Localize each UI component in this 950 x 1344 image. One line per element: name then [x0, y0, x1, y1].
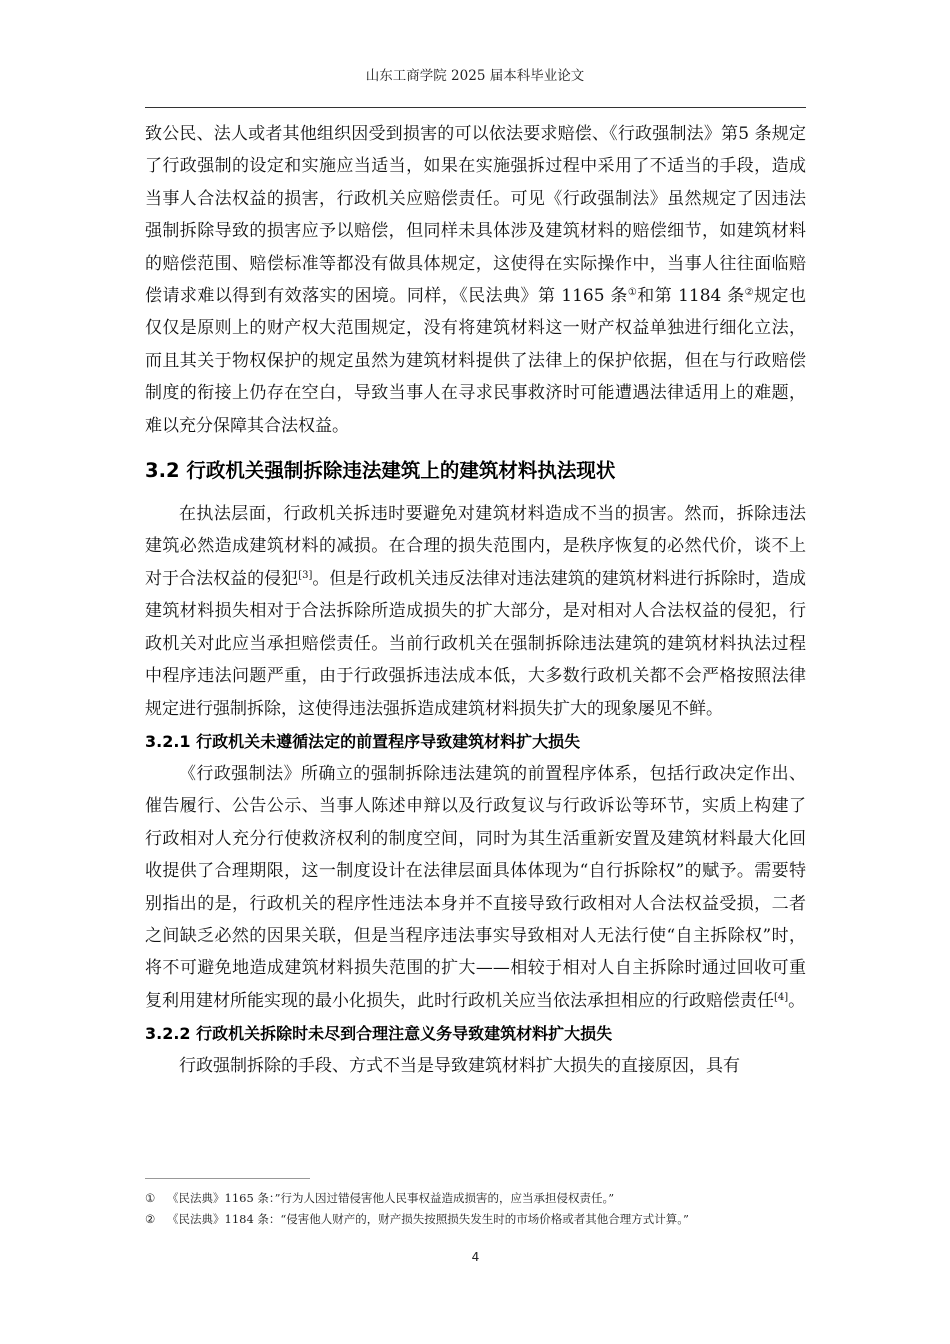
footnote-marker-2[interactable]: ②	[744, 287, 755, 299]
paragraph-text: 行政强制拆除的手段、方式不当是导致建筑材料扩大损失的直接原因，具有	[179, 1056, 740, 1077]
paragraph-text: 致公民、法人或者其他组织因受到损害的可以依法要求赔偿、《行政强制法》第5 条规定了行政强制的设定和实施应当适当，如果在实施强拆过程中采用了不适当的手段，造成当事人合法权益的损害，行政机关应赔偿责任。可见《行政强制法》虽然规定了因违法强制拆除导致的损害应予以赔偿，但同样未具体涉及建筑材料的赔偿细节，如建筑材料的赔偿范围、赔偿标准等都没有做具体规定，这使得在实际操作中，当事人往往面临赔偿请求难以得到有效落实的困境。同样，《民法典》第 1165 条	[145, 124, 806, 307]
citation-3[interactable]: [3]	[298, 569, 313, 581]
header-rule	[145, 107, 806, 108]
footnote-rule	[145, 1178, 310, 1179]
paragraph-text: 。	[788, 990, 806, 1011]
subsection-heading-3-2-2: 3.2.2 行政机关拆除时未尽到合理注意义务导致建筑材料扩大损失	[145, 1024, 613, 1044]
footnote-text: 《民法典》1165 条：”行为人因过错侵害他人民事权益造成损害的，应当承担侵权责任。”	[167, 1191, 615, 1205]
paragraph-text: 和第 1184 条	[637, 286, 745, 307]
section-heading-3-2: 3.2 行政机关强制拆除违法建筑上的建筑材料执法现状	[145, 459, 616, 483]
paragraph-text: 规定也仅仅是原则上的财产权大范围规定，没有将建筑材料这一财产权益单独进行细化立法，而且其关于物权保护的规定虽然为建筑材料提供了法律上的保护依据，但在与行政赔偿制度的衔接上仍存在空白，导致当事人在寻求民事救济时可能遭遇法律适用上的难题，难以充分保障其合法权益。	[145, 286, 806, 436]
footnote-2	[145, 1209, 815, 1230]
paragraph-duty-of-care	[145, 1050, 806, 1082]
paragraph-procedure	[145, 758, 806, 1017]
paragraph-continued	[145, 118, 806, 442]
paragraph-text: 《行政强制法》所确立的强制拆除违法建筑的前置程序体系，包括行政决定作出、催告履行、公告公示、当事人陈述申辩以及行政复议与行政诉讼等环节，实质上构建了行政相对人充分行使救济权利的制度空间，同时为其生活重新安置及建筑材料最大化回收提供了合理期限，这一制度设计在法律层面具体体现为“自行拆除权”的赋予。需要特别指出的是，行政机关的程序性违法本身并不直接导致行政相对人合法权益受损，二者之间缺乏必然的因果关联，但是当程序违法事实导致相对人无法行使“自主拆除权”时，将不可避免地造成建筑材料损失范围的扩大——相较于相对人自主拆除时通过回收可重复利用建材所能实现的最小化损失，此时行政机关应当依法承担相应的行政赔偿责任	[145, 763, 806, 1011]
paragraph-text: 在执法层面，行政机关拆违时要避免对建筑材料造成不当的损害。然而，拆除违法建筑必然造成建筑材料的减损。在合理的损失范围内，是秩序恢复的必然代价，谈不上对于合法权益的侵犯	[145, 504, 806, 589]
subsection-heading-3-2-1: 3.2.1 行政机关未遵循法定的前置程序导致建筑材料扩大损失	[145, 731, 581, 751]
running-header: 山东工商学院 2025 届本科毕业论文	[365, 68, 585, 84]
page-number: 4	[471, 1250, 480, 1264]
footnote-marker-1[interactable]: ①	[627, 287, 638, 299]
footnote-mark: ②	[145, 1212, 156, 1226]
citation-4[interactable]: [4]	[774, 991, 789, 1003]
footnote-text: 《民法典》1184 条：“侵害他人财产的，财产损失按照损失发生时的市场价格或者其他合理方式计算。”	[167, 1212, 689, 1226]
paragraph-text: 。但是行政机关违反法律对违法建筑的建筑材料进行拆除时，造成建筑材料损失相对于合法拆除所造成损失的扩大部分，是对相对人合法权益的侵犯，行政机关对此应当承担赔偿责任。当前行政机关在强制拆除违法建筑的建筑材料执法过程中程序违法问题严重，由于行政强拆违法成本低，大多数行政机关都不会严格按照法律规定进行强制拆除，这使得违法强拆造成建筑材料损失扩大的现象屡见不鲜。	[145, 568, 807, 719]
footnote-mark: ①	[145, 1191, 156, 1205]
body-text	[145, 118, 806, 1083]
paragraph-enforcement-status	[145, 498, 806, 725]
footnote-1	[145, 1188, 815, 1209]
footnotes	[145, 1188, 815, 1230]
